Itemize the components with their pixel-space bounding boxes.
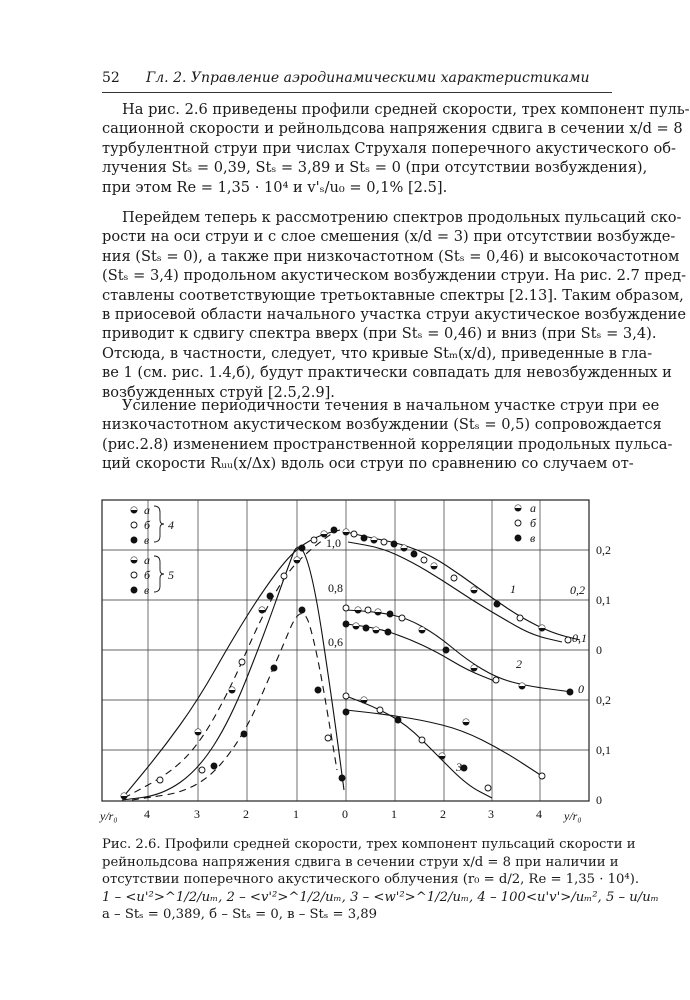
data-marker	[325, 735, 331, 741]
page-number: 52	[102, 70, 120, 86]
legend-group5-number: 5	[168, 568, 174, 582]
paragraph-2	[102, 208, 687, 402]
data-marker	[565, 637, 571, 643]
data-marker	[331, 527, 337, 533]
legend-4b-label: б	[144, 518, 151, 532]
data-marker	[395, 717, 401, 723]
caption-line: а – Stₛ = 0,389, б – Stₛ = 0, в – Stₛ = 3,89	[102, 907, 378, 922]
paragraph-line: Отсюда, в частности, следует, что кривые Stₘ(x/d), приведенные в гла-	[102, 344, 653, 362]
x-axis	[99, 807, 582, 823]
markers-group	[121, 527, 573, 799]
figure-caption	[102, 836, 659, 924]
x-tick-right: 2	[440, 807, 446, 821]
data-marker	[339, 775, 345, 781]
paragraph-line: ве 1 (см. рис. 1.4,б), будут практически совпадать для невозбужденных и	[102, 364, 672, 382]
paragraph-line: На рис. 2.6 приведены профили средней скорости, трех компонент пуль-	[122, 101, 690, 118]
curve-4	[122, 547, 344, 800]
legend-5c-label: в	[144, 583, 150, 597]
y-tick: 0	[596, 793, 602, 807]
paragraph-line: рости на оси струи и с слое смешения (x/d = 3) при отсутствии возбужде-	[102, 228, 676, 246]
paragraph-line: турбулентной струи при числах Струхаля поперечного акустического об-	[102, 139, 676, 157]
legend-marker	[131, 587, 137, 593]
paragraph-line: (рис.2.8) изменением пространственной корреляции продольных пульса-	[102, 435, 673, 453]
data-marker	[363, 625, 369, 631]
data-marker	[399, 615, 405, 621]
paragraph-line: низкочастотном акустическом возбуждении (Stₛ = 0,5) сопровождается	[102, 416, 662, 434]
caption-line: отсутствии поперечного акустического облучения (r₀ = d/2, Re = 1,35 · 10⁴).	[102, 872, 640, 887]
curve-1b	[348, 542, 562, 642]
data-marker	[443, 647, 449, 653]
legend-marker	[131, 537, 137, 543]
paragraph-line: Перейдем теперь к рассмотрению спектров продольных пульсаций ско-	[122, 209, 682, 226]
data-marker	[299, 545, 305, 551]
legend-4a-label: а	[144, 503, 150, 517]
caption-line: рейнольдсова напряжения сдвига в сечении струи x/d = 8 при наличии и	[102, 854, 619, 870]
plot-frame	[102, 500, 589, 801]
curve-5a	[124, 530, 340, 796]
chart-svg	[102, 500, 614, 830]
curve-label-2: 2	[516, 657, 522, 671]
data-marker	[517, 615, 523, 621]
data-marker	[361, 535, 367, 541]
data-marker	[451, 575, 457, 581]
right-legend	[530, 501, 537, 545]
data-marker	[343, 605, 349, 611]
y-tick: 0,2	[596, 693, 611, 707]
data-marker	[381, 539, 387, 545]
data-marker	[343, 621, 349, 627]
x-label-right: y/r₀	[564, 809, 582, 823]
y-axis-right	[596, 543, 611, 807]
data-marker	[567, 689, 573, 695]
x-tick-left: 2	[243, 807, 249, 821]
data-marker	[311, 537, 317, 543]
paragraph-line: ставлены соответствующие третьоктавные спектры [2.13]. Таким образом,	[102, 286, 684, 304]
paragraph-line: ций скорости Rᵤᵤ(x/Δx) вдоль оси струи по сравнению со случаем от-	[102, 455, 634, 473]
curve-label-0: 0	[578, 682, 584, 696]
legend-5a-label: а	[144, 553, 150, 567]
data-marker	[211, 763, 217, 769]
paragraph-line: при этом Re = 1,35 · 10⁴ и v'ₛ/u₀ = 0,1% [2.5].	[102, 178, 448, 196]
x-tick-left: 3	[194, 807, 200, 821]
curve-3	[346, 696, 492, 798]
curve-2	[346, 610, 572, 692]
curve-label-3: 3	[456, 760, 462, 774]
data-marker	[241, 731, 247, 737]
data-marker	[315, 687, 321, 693]
data-marker	[365, 607, 371, 613]
x-label-left: y/r₀	[100, 809, 118, 823]
paragraph-line: Усиление периодичности течения в начальном участке струи при ее	[122, 397, 660, 414]
y-tick: 0,1	[596, 743, 611, 757]
curve-label-1: 1	[510, 582, 516, 596]
caption-line: 1 – <u'²>^1/2/uₘ, 2 – <v'²>^1/2/uₘ, 3 – <w'²>^1/2/uₘ, 4 – 100<u'v'>/uₘ², 5 – u/uₘ	[102, 889, 659, 905]
caption-line: Рис. 2.6. Профили средней скорости, трех компонент пульсаций скорости и	[102, 837, 636, 852]
curve-1	[346, 532, 580, 640]
x-tick-left: 1	[293, 807, 299, 821]
figure-2-6	[102, 500, 614, 830]
legend-right-c: в	[530, 531, 536, 545]
legend-4c-label: в	[144, 533, 150, 547]
paragraph-line: в приосевой области начального участка струи акустическое возбуждение	[102, 306, 687, 324]
x-tick-right: 4	[536, 807, 542, 821]
legend-marker	[131, 522, 137, 528]
right-legend-markers	[515, 505, 521, 541]
data-marker	[281, 573, 287, 579]
paragraph-line: сационной скорости и рейнольдсова напряжения сдвига в сечении x/d = 8	[102, 120, 683, 138]
x-tick-right: 3	[488, 807, 494, 821]
data-marker	[494, 601, 500, 607]
paragraph-line: приводит к сдвигу спектра вверх (при Stₛ = 0,46) и вниз (при Stₛ = 3,4).	[102, 325, 657, 343]
curve-label-0-2: 0,2	[570, 583, 585, 597]
curves-group	[122, 530, 580, 800]
data-marker	[377, 707, 383, 713]
inner-label-1-0: 1,0	[326, 536, 341, 550]
x-tick-left: 4	[144, 807, 150, 821]
data-marker	[239, 659, 245, 665]
data-marker	[271, 665, 277, 671]
paragraph-line: возбужденных струй [2.5,2.9].	[102, 383, 335, 401]
data-marker	[267, 593, 273, 599]
legend-right-a: а	[530, 501, 536, 515]
paragraph-line: ния (Stₛ = 0), а также при низкочастотном (Stₛ = 0,46) и высокочастотном	[102, 247, 680, 265]
x-tick-right: 1	[391, 807, 397, 821]
y-tick: 0,1	[596, 593, 611, 607]
data-marker	[539, 773, 545, 779]
paragraph-line: (Stₛ = 3,4) продольном акустическом возбуждении струи. На рис. 2.7 пред-	[102, 267, 687, 285]
y-tick: 0	[596, 643, 602, 657]
legend-group4-number: 4	[168, 518, 174, 532]
legend-marker	[131, 572, 137, 578]
data-marker	[351, 531, 357, 537]
inner-label-0-6: 0,6	[328, 635, 343, 649]
legend-5b-label: б	[144, 568, 151, 582]
data-marker	[199, 767, 205, 773]
data-marker	[343, 693, 349, 699]
legend-marker	[515, 535, 521, 541]
legend-marker	[515, 520, 521, 526]
data-marker	[343, 709, 349, 715]
x-tick-left: 0	[342, 807, 348, 821]
data-marker	[157, 777, 163, 783]
data-marker	[385, 629, 391, 635]
data-marker	[299, 607, 305, 613]
data-marker	[419, 737, 425, 743]
data-marker	[493, 677, 499, 683]
data-marker	[387, 611, 393, 617]
page-header	[102, 70, 612, 93]
paragraph-1	[102, 100, 690, 197]
data-marker	[411, 551, 417, 557]
data-marker	[485, 785, 491, 791]
y-tick: 0,2	[596, 543, 611, 557]
running-title: Гл. 2. Управление аэродинамическими характеристиками	[146, 70, 590, 86]
data-marker	[421, 557, 427, 563]
paragraph-3	[102, 396, 673, 474]
curve-label-0-1: 0,1	[572, 631, 587, 645]
grid-horizontal	[102, 550, 589, 750]
inner-label-0-8: 0,8	[328, 581, 343, 595]
legend-right-b: б	[530, 516, 537, 530]
paragraph-line: лучения Stₛ = 0,39, Stₛ = 3,89 и Stₛ = 0 (при отсутствии возбуждения),	[102, 159, 648, 177]
data-marker	[391, 541, 397, 547]
